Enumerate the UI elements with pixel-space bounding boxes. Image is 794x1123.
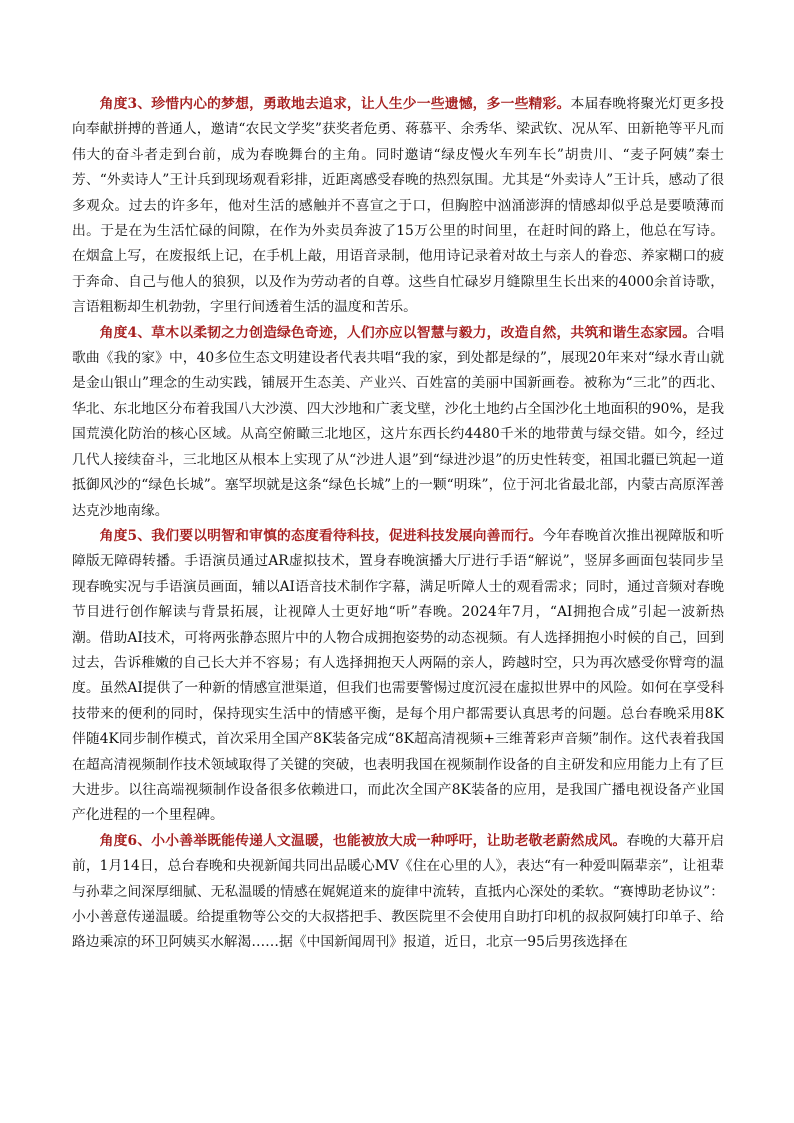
angle-6-body: 春晚的大幕开启前，1月14日，总台春晚和央视新闻共同出品暖心MV《住在心里的人》，表达“有一种爱叫隔辈亲”，让祖辈与孙辈之间深厚细腻、无私温暖的情感在娓娓道来的旋律中流转，直抵内心深处的柔软。“赛博助老协议”：小小善意传递温暖。给提重物等公交的大叔搭把手、教医院里不会使用自助打印机的叔叔阿姨打印单子、给路边乘凉的环卫阿姨买水解渴……据《中国新闻周刊》报道，近日，北京一95后男孩选择在 <box>72 832 725 951</box>
angle-4-paragraph <box>72 321 724 524</box>
angle-3-body: 本届春晚将聚光灯更多投向奉献拼搏的普通人，邀请“农民文学奖”获奖者危勇、蒋慕平、余秀华、梁武钦、况从军、田新艳等平凡而伟大的奋斗者走到台前，成为春晚舞台的主角。同时邀请“绿皮慢火车列车长”胡贵川、“麦子阿姨”秦士芳、“外卖诗人”王计兵到现场观看彩排，近距离感受春晚的热烈氛围。尤其是“外卖诗人”王计兵，感动了很多观众。过去的许多年，他对生活的感触并不喜宣之于口，但胸腔中汹涌澎湃的情感却似乎总是要喷薄而出。于是在为生活忙碌的间隙，在作为外卖员奔波了15万公里的时间里，在赶时间的路上，他总在写诗。在烟盒上写，在废报纸上记，在手机上敲，用语音录制，他用诗记录着对故土与亲人的眷恋、养家糊口的疲于奔命、自己与他人的狼狈，以及作为劳动者的自尊。这些自忙碌岁月缝隙里生长出来的4000余首诗歌，言语粗粝却生机勃勃，字里行间透着生活的温度和苦乐。 <box>72 96 725 316</box>
angle-5-body: 今年春晚首次推出视障版和听障版无障碍转播。手语演员通过AR虚拟技术，置身春晚演播大厅进行手语“解说”，竖屏多画面包装同步呈现春晚实况与手语演员画面，辅以AI语音技术制作字幕，满足听障人士的观看需求；同时，通过音频对春晚节目进行创作解读与背景拓展，让视障人士更好地“听”春晚。2024年7月，“AI拥抱合成”引起一波新热潮。借助AI技术，可将两张静态照片中的人物合成拥抱姿势的动态视频。有人选择拥抱小时候的自己，回到过去，告诉稚嫩的自己长大并不容易；有人选择拥抱天人两隔的亲人，跨越时空，只为再次感受你臂弯的温度。虽然AI提供了一种新的情感宣泄渠道，但我们也需要警惕过度沉浸在虚拟世界中的风险。如何在享受科技带来的便利的同时，保持现实生活中的情感平衡，是每个用户都需要认真思考的问题。总台春晚采用8K伴随4K同步制作模式，首次采用全国产8K装备完成“8K超高清视频+三维菁彩声音频”制作。这代表着我国在超高清视频制作技术领域取得了关键的突破，也表明我国在视频制作设备的自主研发和应用能力上有了巨大进步。以往高端视频制作设备很多依赖进口，而此次全国产8K装备的应用，是我国广播电视设备产业国产化进程的一个里程碑。 <box>72 527 724 824</box>
angle-4-label: 角度4、 <box>99 324 152 341</box>
angle-5-paragraph <box>72 524 724 829</box>
angle-6-heading: 小小善举既能传递人文温暖，也能被放大成一种呼吁，让助老敬老蔚然成风。 <box>151 832 627 849</box>
angle-6-label: 角度6、 <box>99 832 152 849</box>
angle-5-label: 角度5、 <box>99 527 152 544</box>
angle-3-label: 角度3、 <box>99 96 152 112</box>
document-page <box>72 92 724 956</box>
angle-5-heading: 我们要以明智和审慎的态度看待科技，促进科技发展向善而行。 <box>151 527 543 544</box>
angle-4-body: 合唱歌曲《我的家》中，40多位生态文明建设者代表共唱“我的家，到处都是绿的”，展现20年来对“绿水青山就是金山银山”理念的生动实践，铺展开生态美、产业兴、百姓富的美丽中国新画卷。被称为“三北”的西北、华北、东北地区分布着我国八大沙漠、四大沙地和广袤戈壁，沙化土地约占全国沙化土地面积的90%，是我国荒漠化防治的核心区域。从高空俯瞰三北地区，这片东西长约4480千米的地带黄与绿交错。如今，经过几代人接续奋斗，三北地区从根本上实现了从“沙进人退”到“绿进沙退”的历史性转变，祖国北疆已筑起一道抵御风沙的“绿色长城”。塞罕坝就是这条“绿色长城”上的一颗“明珠”，位于河北省最北部，内蒙古高原浑善达克沙地南缘。 <box>72 324 725 519</box>
angle-4-heading: 草木以柔韧之力创造绿色奇迹，人们亦应以智慧与毅力，改造自然，共筑和谐生态家园。 <box>151 324 697 341</box>
angle-6-paragraph <box>72 829 724 956</box>
angle-3-paragraph <box>72 92 724 321</box>
angle-3-heading: 珍惜内心的梦想，勇敢地去追求，让人生少一些遗憾，多一些精彩。 <box>151 96 571 112</box>
